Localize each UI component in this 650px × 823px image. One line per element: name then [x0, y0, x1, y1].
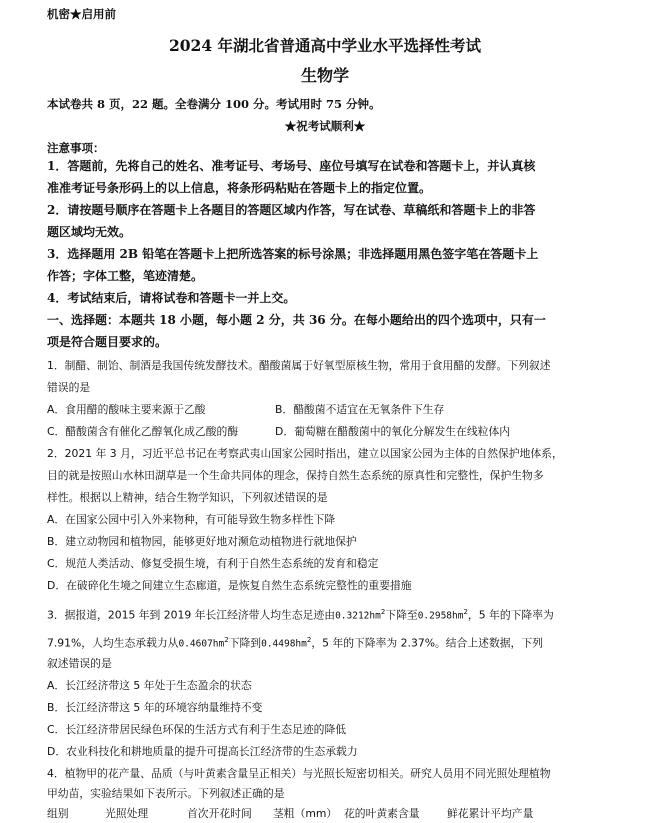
- good-luck-line: ★祝考试顺利★: [284, 119, 366, 133]
- q3-value-4: 0.4498hm: [261, 638, 307, 650]
- question-1-option-c: C．醋酸菌含有催化乙醇氧化成乙酸的酶: [47, 425, 239, 438]
- q3-value-3: 0.4607hm: [178, 638, 225, 650]
- exam-title: 2024 年湖北省普通高中学业水平选择性考试: [168, 36, 482, 55]
- notice-heading: 注意事项：: [47, 141, 105, 155]
- q3-sup-1: 2: [380, 608, 386, 616]
- question-3-option-b: B．长江经济带这 5 年的环境容纳量维持不变: [47, 701, 263, 714]
- notice-item-1-line-2: 准准考证号条形码上的以上信息，将条形码粘贴在答题卡上的指定位置。: [47, 181, 432, 195]
- question-1-stem-line-1: 1．制醋、制饴、制酒是我国传统发酵技术。醋酸菌属于好氧型原核生物，常用于食用醋的发酵。下列叙述: [47, 359, 551, 372]
- question-3-option-d: D．农业科技化和耕地质量的提升可提高长江经济带的生态承载力: [47, 745, 358, 758]
- question-1-option-b: B．醋酸菌不适宜在无氧条件下生存: [275, 403, 445, 416]
- notice-item-4: 4．考试结束后，请将试卷和答题卡一并上交。: [47, 291, 296, 305]
- table-header-yield: 鲜花累计平均产量: [447, 807, 534, 820]
- question-4-stem-line-2: 甲幼苗，实验结果如下表所示。下列叙述正确的是: [47, 787, 285, 800]
- q3-text-1c: ，5 年的下降率为: [467, 608, 554, 622]
- q3-text-1a: 3．据报道，2015 年到 2019 年长江经济带人均生态足迹由: [47, 608, 336, 622]
- question-3-stem-line-3: 叙述错误的是: [47, 657, 112, 670]
- question-2-option-a: A．在国家公园中引入外来物种，有可能导致生物多样性下降: [47, 513, 336, 526]
- exam-info: 本试卷共 8 页，22 题。全卷满分 100 分。考试用时 75 分钟。: [47, 97, 381, 111]
- question-1-stem-line-2: 错误的是: [47, 381, 91, 394]
- question-2-option-d: D．在破碎化生境之间建立生态廊道，是恢复自然生态系统完整性的重要措施: [47, 579, 412, 592]
- q3-text-2a: 7.91%，人均生态承载力从: [47, 636, 179, 650]
- table-header-first-flower: 首次开花时间: [187, 807, 252, 820]
- question-3-option-a: A．长江经济带这 5 年处于生态盈余的状态: [47, 679, 252, 692]
- question-2-stem-line-3: 样性。根据以上精神，结合生物学知识，下列叙述错误的是: [47, 491, 328, 504]
- q3-value-1: 0.3212hm: [335, 610, 381, 622]
- question-2-option-b: B．建立动物园和植物园，能够更好地对濒危动植物进行就地保护: [47, 535, 357, 548]
- section-heading-line-1: 一、选择题：本题共 18 小题，每小题 2 分，共 36 分。在每小题给出的四个选项中，只有一: [47, 313, 546, 327]
- question-2-option-c: C．规范人类活动、修复受损生境，有利于自然生态系统的发育和稳定: [47, 557, 379, 570]
- question-3-stem-line-2: [47, 632, 543, 653]
- question-1-option-d: D．葡萄糖在醋酸菌中的氧化分解发生在线粒体内: [275, 425, 511, 438]
- table-header-stem: 茎粗（mm）: [273, 807, 338, 820]
- q3-sup-4: 2: [306, 636, 312, 644]
- question-2-stem-line-1: 2．2021 年 3 月，习近平总书记在考察武夷山国家公园时指出，建立以国家公园为主体的自然保护地体系，: [47, 447, 563, 460]
- question-4-stem-line-1: 4．植物甲的花产量、品质（与叶黄素含量呈正相关）与光照长短密切相关。研究人员用不同光照处理植物: [47, 767, 551, 780]
- confidential-label: 机密★启用前: [47, 7, 116, 21]
- notice-item-3-line-1: 3．选择题用 2B 铅笔在答题卡上把所选答案的标号涂黑；非选择题用黑色签字笔在答题卡上: [47, 247, 539, 261]
- question-3-option-c: C．长江经济带居民绿色环保的生活方式有利于生态足迹的降低: [47, 723, 347, 736]
- question-1-option-a: A．食用醋的酸味主要来源于乙酸: [47, 403, 206, 416]
- table-header-group: 组别: [47, 807, 69, 820]
- q3-text-2b: 下降到: [228, 636, 262, 650]
- table-header-light: 光照处理: [105, 807, 149, 820]
- question-2-stem-line-2: 目的就是按照山水林田湖草是一个生命共同体的理念，保持自然生态系统的原真性和完整性，保护生物多: [47, 469, 544, 482]
- q3-sup-2: 2: [463, 608, 468, 616]
- question-3-stem-line-1: [47, 604, 554, 625]
- notice-item-2-line-1: 2．请按题号顺序在答题卡上各题目的答题区域内作答，写在试卷、草稿纸和答题卡上的非答: [47, 203, 536, 217]
- notice-item-1-line-1: 1．答题前，先将自己的姓名、准考证号、考场号、座位号填写在试卷和答题卡上，并认真核: [47, 159, 536, 173]
- notice-item-2-line-2: 题区域均无效。: [47, 225, 132, 239]
- q3-value-2: 0.2958hm: [417, 610, 464, 622]
- section-heading-line-2: 项是符合题目要求的。: [47, 335, 168, 349]
- q3-sup-3: 2: [224, 636, 229, 644]
- subject-title: 生物学: [300, 66, 349, 85]
- table-header-lutein: 花的叶黄素含量: [344, 807, 420, 820]
- notice-item-3-line-2: 作答；字体工整，笔迹清楚。: [47, 269, 204, 283]
- q3-text-2c: ，5 年的下降率为 2.37%。结合上述数据，下列: [311, 636, 543, 650]
- q3-text-1b: 下降至: [385, 608, 418, 622]
